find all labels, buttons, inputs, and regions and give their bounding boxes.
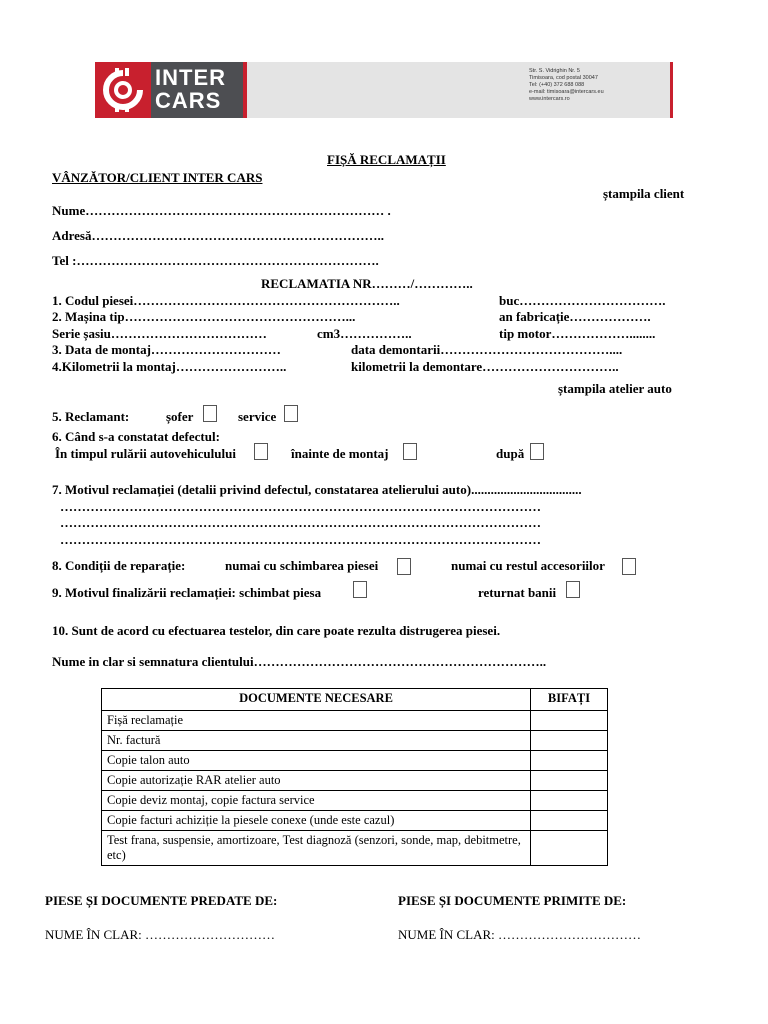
check-cell[interactable] [531, 711, 608, 731]
q6-driving-label: În timpul rulării autovehiculului [55, 446, 236, 461]
q5-service-label: service [238, 409, 277, 424]
table-row [102, 751, 608, 771]
received-name-field[interactable]: NUME ÎN CLAR: …………………………… [398, 927, 642, 942]
before-mount-checkbox[interactable] [403, 443, 417, 460]
car-type-field[interactable]: 2. Mașina tip……………………………………………... [52, 309, 356, 324]
chassis-field[interactable]: Serie șasiu……………………………… [52, 326, 267, 341]
q6-after-label: după [496, 446, 525, 461]
dismount-date-field[interactable]: data demontarii………………………………….... [351, 342, 623, 357]
intercars-logo-icon [95, 62, 151, 118]
handed-over-label: PIESE ȘI DOCUMENTE PREDATE DE: [45, 893, 278, 908]
engine-type-field[interactable]: tip motor………………........ [499, 326, 656, 341]
refund-checkbox[interactable] [566, 581, 580, 598]
document-name: Test frana, suspensie, amortizoare, Test diagnoză (senzori, sonde, map, debitmetre, etc) [102, 831, 531, 866]
table-row [102, 711, 608, 731]
header-documents: DOCUMENTE NECESARE [102, 689, 531, 711]
q7-line-2[interactable]: ………………………………………………………………………………………………… [60, 515, 541, 530]
table-row [102, 771, 608, 791]
cm3-field[interactable]: cm3…………….. [317, 326, 412, 341]
document-name: Copie talon auto [102, 751, 531, 771]
q5-label: 5. Reclamant: [52, 409, 130, 424]
mount-date-field[interactable]: 3. Data de montaj………………………… [52, 342, 281, 357]
replaced-part-checkbox[interactable] [353, 581, 367, 598]
driver-checkbox[interactable] [203, 405, 217, 422]
banner-end-bar [670, 62, 673, 118]
logo-text: INTER CARS [155, 65, 226, 113]
table-row [102, 811, 608, 831]
accessories-checkbox[interactable] [622, 558, 636, 575]
check-cell[interactable] [531, 791, 608, 811]
check-cell[interactable] [531, 811, 608, 831]
check-cell[interactable] [531, 731, 608, 751]
check-cell[interactable] [531, 771, 608, 791]
q9-label: 9. Motivul finalizării reclamației: schimbat piesa [52, 585, 322, 600]
form-subtitle: VÂNZĂTOR/CLIENT INTER CARS [52, 170, 263, 185]
q7-line-3[interactable]: ………………………………………………………………………………………………… [60, 532, 541, 547]
part-code-field[interactable]: 1. Codul piesei…………………………………………………….. [52, 293, 400, 308]
year-field[interactable]: an fabricație………………. [499, 309, 651, 324]
check-cell[interactable] [531, 751, 608, 771]
signature-field[interactable]: Nume in clar si semnatura clientului………………………………………………………….. [52, 654, 547, 669]
replace-part-checkbox[interactable] [397, 558, 411, 575]
table-row [102, 791, 608, 811]
driving-checkbox[interactable] [254, 443, 268, 460]
mount-km-field[interactable]: 4.Kilometrii la montaj…………………….. [52, 359, 287, 374]
dismount-km-field[interactable]: kilometrii la demontare………………………….. [351, 359, 619, 374]
table-row [102, 831, 608, 866]
service-checkbox[interactable] [284, 405, 298, 422]
q10-label: 10. Sunt de acord cu efectuarea testelor, din care poate rezulta distrugerea piesei. [52, 623, 501, 638]
q8-option-b-label: numai cu restul accesoriilor [451, 558, 605, 573]
table-row [102, 731, 608, 751]
handed-over-name-field[interactable]: NUME ÎN CLAR: ………………………… [45, 927, 276, 942]
name-field[interactable]: Nume…………………………………………………………… . [52, 203, 391, 218]
received-label: PIESE ȘI DOCUMENTE PRIMITE DE: [398, 893, 627, 908]
quantity-field[interactable]: buc……………………………. [499, 293, 666, 308]
q6-before-label: înainte de montaj [291, 446, 389, 461]
q9-refund-label: returnat banii [478, 585, 557, 600]
q8-option-a-label: numai cu schimbarea piesei [225, 558, 379, 573]
address-field[interactable]: Adresă………………………………………………………….. [52, 228, 384, 243]
header-banner [95, 62, 673, 118]
table-header-row [102, 689, 608, 711]
contact-info: Str. S. Vidrighin Nr. 5 Timisoara, cod postal 30047 Tel: (+40) 372 688 088 e-mail: timisoara@intercars.eu www.intercars.ro [529, 68, 604, 102]
document-name: Nr. factură [102, 731, 531, 751]
document-name: Copie facturi achiziție la piesele conexe (unde este cazul) [102, 811, 531, 831]
form-title: FIȘĂ RECLAMAȚII [327, 152, 446, 167]
q8-label: 8. Condiții de reparație: [52, 558, 186, 573]
documents-table [101, 688, 608, 866]
after-checkbox[interactable] [530, 443, 544, 460]
document-name: Copie deviz montaj, copie factura service [102, 791, 531, 811]
q6-label: 6. Când s-a constatat defectul: [52, 429, 220, 444]
q7-label: 7. Motivul reclamației (detalii privind defectul, constatarea atelierului auto).................................. [52, 482, 582, 497]
workshop-stamp-label: ștampila atelier auto [558, 381, 672, 396]
logo-divider [243, 62, 247, 118]
q5-driver-label: șofer [166, 409, 194, 424]
document-name: Fișă reclamație [102, 711, 531, 731]
q7-line-1[interactable]: ………………………………………………………………………………………………… [60, 499, 541, 514]
client-stamp-label: ștampila client [603, 186, 685, 201]
complaint-number[interactable]: RECLAMATIA NR………/………….. [261, 276, 473, 291]
phone-field[interactable]: Tel :……………………………………………………………. [52, 253, 379, 268]
header-check: BIFAȚI [531, 689, 608, 711]
document-name: Copie autorizație RAR atelier auto [102, 771, 531, 791]
check-cell[interactable] [531, 831, 608, 866]
